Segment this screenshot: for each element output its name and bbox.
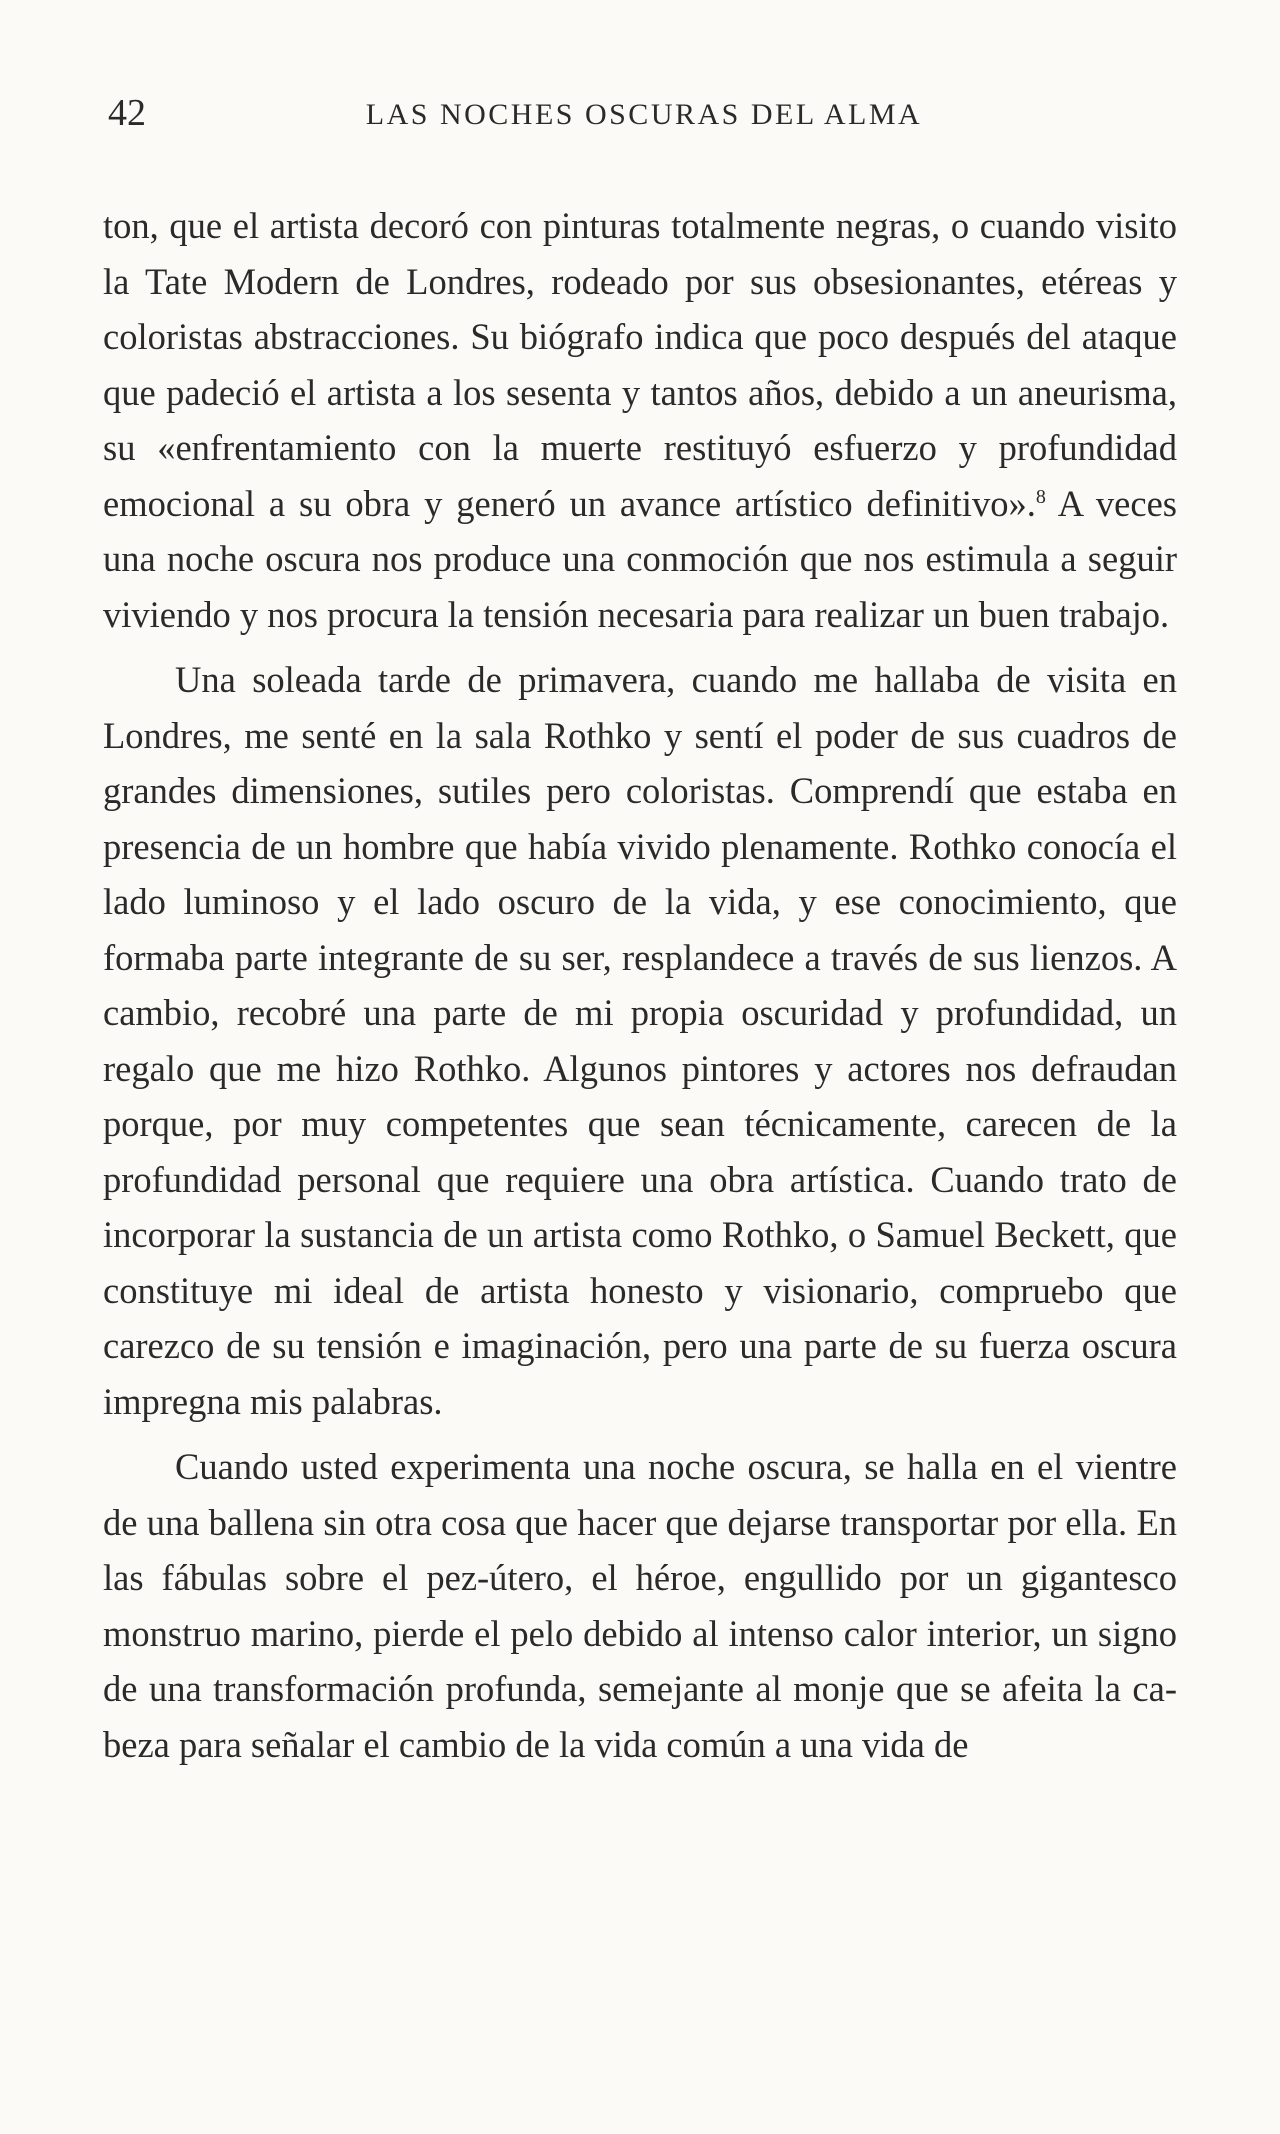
paragraph-2: Una soleada tarde de primavera, cuando me hallaba de visita en Londres, me senté en la sala Rothko y sentí el poder de sus cuadros de grandes dimensiones, sutiles pero coloristas. Comprendí que estaba en presencia de un hombre que había vivido plenamente. Rothko conocía el lado luminoso y el lado oscuro de la vida, y ese conocimiento, que formaba parte integrante de su ser, resplandece a través de sus lienzos. A cambio, recobré una parte de mi propia oscuridad y profundidad, un regalo que me hizo Rothko. Algunos pintores y actores nos defraudan porque, por muy competentes que sean técnicamente, carecen de la profundidad personal que requiere una obra artística. Cuando trato de incorporar la sustancia de un artista como Rothko, o Samuel Beckett, que constituye mi ideal de artista honesto y visionario, compruebo que carezco de su tensión e imaginación, pero una parte de su fuerza oscura impregna mis palabras. bbox=[103, 659, 1177, 1422]
paragraph-1-text-a: ton, que el artista decoró con pinturas totalmente negras, o cuando visito la Tate Modern de Londres, rodeado por sus obsesionantes, etéreas y coloristas abstracciones. Su biógrafo indica que poco después del ataque que padeció el artista a los sesenta y tantos años, debido a un aneurisma, su «enfrentamiento con la muerte restituyó esfuerzo y profundidad emocional a su obra y generó un avance artístico definitivo». bbox=[103, 205, 1177, 524]
body-text bbox=[103, 198, 1177, 1782]
running-title: LAS NOCHES OSCURAS DEL ALMA bbox=[365, 98, 923, 131]
page-number: 42 bbox=[108, 92, 146, 134]
paragraph-3: Cuando usted experimenta una noche oscura, se halla en el vientre de una ballena sin otra cosa que hacer que dejarse transportar por ella. En las fábulas sobre el pez-útero, el héroe, engullido por un gigantesco monstruo marino, pierde el pelo debido al intenso calor interior, un signo de una transformación profunda, semejante al monje que se afeita la cabeza para señalar el cambio de la vida común a una vida de bbox=[103, 1446, 1177, 1765]
paragraph-1 bbox=[103, 198, 1177, 642]
paragraph-1-text-b: A veces una noche oscura nos produce una conmoción que nos estimula a seguir viviendo y nos procura la tensión necesaria para realizar un buen trabajo. bbox=[103, 482, 1177, 635]
footnote-reference: 8 bbox=[1035, 485, 1046, 508]
running-head bbox=[108, 90, 1180, 136]
